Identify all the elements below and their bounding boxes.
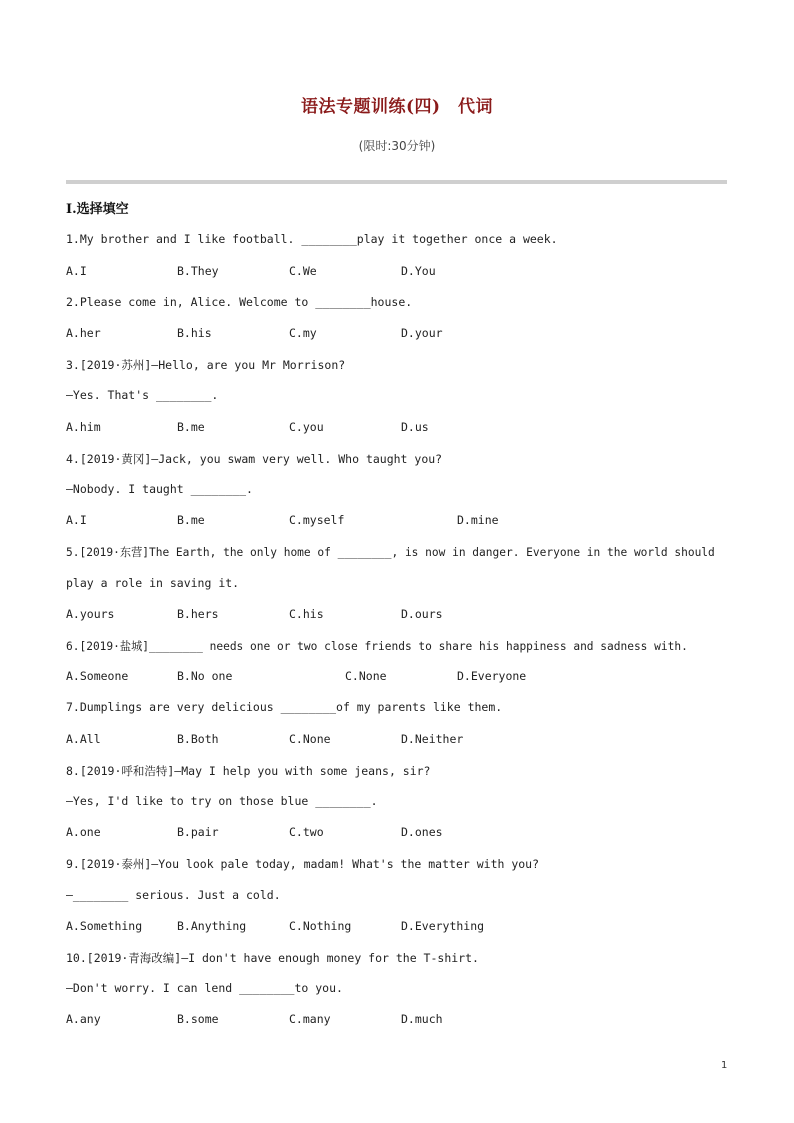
- question-3-option-d: D.us: [401, 420, 429, 434]
- question-2-option-b: B.his: [177, 326, 212, 340]
- question-5-option-c: C.his: [289, 607, 324, 621]
- question-9-option-a: A.Something: [66, 919, 143, 933]
- question-10-option-d: D.much: [401, 1012, 443, 1026]
- question-7-option-d: D.Neither: [401, 732, 464, 746]
- question-10-option-b: B.some: [177, 1012, 219, 1026]
- question-5-option-a: A.yours: [66, 607, 115, 621]
- question-3-stem: 3.[2019·苏州]—Hello, are you Mr Morrison?: [66, 358, 346, 372]
- question-6-option-d: D.Everyone: [457, 669, 527, 683]
- question-6-option-a: A.Someone: [66, 669, 129, 683]
- question-8-option-b: B.pair: [177, 825, 219, 839]
- question-3-reply: —Yes. That's ________.: [66, 388, 219, 402]
- question-8-option-c: C.two: [289, 825, 324, 839]
- question-7-option-c: C.None: [289, 732, 331, 746]
- question-3-option-c: C.you: [289, 420, 324, 434]
- question-4-stem: 4.[2019·黄冈]—Jack, you swam very well. Who taught you?: [66, 452, 443, 466]
- question-8-stem: 8.[2019·呼和浩特]—May I help you with some jeans, sir?: [66, 764, 431, 778]
- question-8-option-a: A.one: [66, 825, 101, 839]
- question-3-option-b: B.me: [177, 420, 205, 434]
- question-7-option-a: A.All: [66, 732, 101, 746]
- question-9-stem: 9.[2019·泰州]—You look pale today, madam! What's the matter with you?: [66, 857, 540, 871]
- question-4-option-d: D.mine: [457, 513, 499, 527]
- question-10-option-a: A.any: [66, 1012, 101, 1026]
- question-7-stem: 7.Dumplings are very delicious ________of my parents like them.: [66, 700, 503, 714]
- question-2-option-a: A.her: [66, 326, 101, 340]
- question-9-option-c: C.Nothing: [289, 919, 352, 933]
- question-5-option-d: D.ours: [401, 607, 443, 621]
- question-1-option-b: B.They: [177, 264, 219, 278]
- question-2-option-d: D.your: [401, 326, 443, 340]
- question-9-option-d: D.Everything: [401, 919, 485, 933]
- page-title: 语法专题训练(四) 代词: [300, 97, 494, 117]
- question-6-option-b: B.No one: [177, 669, 233, 683]
- question-10-option-c: C.many: [289, 1012, 331, 1026]
- question-1-option-c: C.We: [289, 264, 317, 278]
- question-4-option-b: B.me: [177, 513, 205, 527]
- question-6-stem: 6.[2019·盐城]________ needs one or two close friends to share his happiness and sadness with.: [66, 640, 688, 653]
- question-9-reply: —________ serious. Just a cold.: [66, 888, 281, 902]
- question-2-option-c: C.my: [289, 326, 317, 340]
- question-5-stem: 5.[2019·东营]The Earth, the only home of ________, is now in danger. Everyone in the world should: [66, 546, 715, 559]
- time-limit: (限时:30分钟): [358, 139, 436, 153]
- question-2-stem: 2.Please come in, Alice. Welcome to ________house.: [66, 295, 413, 309]
- section-heading: Ⅰ.选择填空: [66, 202, 129, 217]
- question-4-option-a: A.I: [66, 513, 87, 527]
- divider: [66, 180, 727, 184]
- question-8-reply: —Yes, I'd like to try on those blue ________.: [66, 794, 378, 808]
- question-5-option-b: B.hers: [177, 607, 219, 621]
- question-5-stem-continued: play a role in saving it.: [66, 576, 240, 590]
- question-1-option-a: A.I: [66, 264, 87, 278]
- question-4-option-c: C.myself: [289, 513, 345, 527]
- question-10-stem: 10.[2019·青海改编]—I don't have enough money for the T-shirt.: [66, 951, 479, 965]
- question-1-option-d: D.You: [401, 264, 436, 278]
- question-7-option-b: B.Both: [177, 732, 219, 746]
- question-6-option-c: C.None: [345, 669, 387, 683]
- question-4-reply: —Nobody. I taught ________.: [66, 482, 253, 496]
- question-9-option-b: B.Anything: [177, 919, 247, 933]
- question-1-stem: 1.My brother and I like football. ________play it together once a week.: [66, 232, 558, 246]
- question-3-option-a: A.him: [66, 420, 101, 434]
- question-10-reply: —Don't worry. I can lend ________to you.: [66, 981, 343, 995]
- page-number: 1: [721, 1060, 728, 1071]
- question-8-option-d: D.ones: [401, 825, 443, 839]
